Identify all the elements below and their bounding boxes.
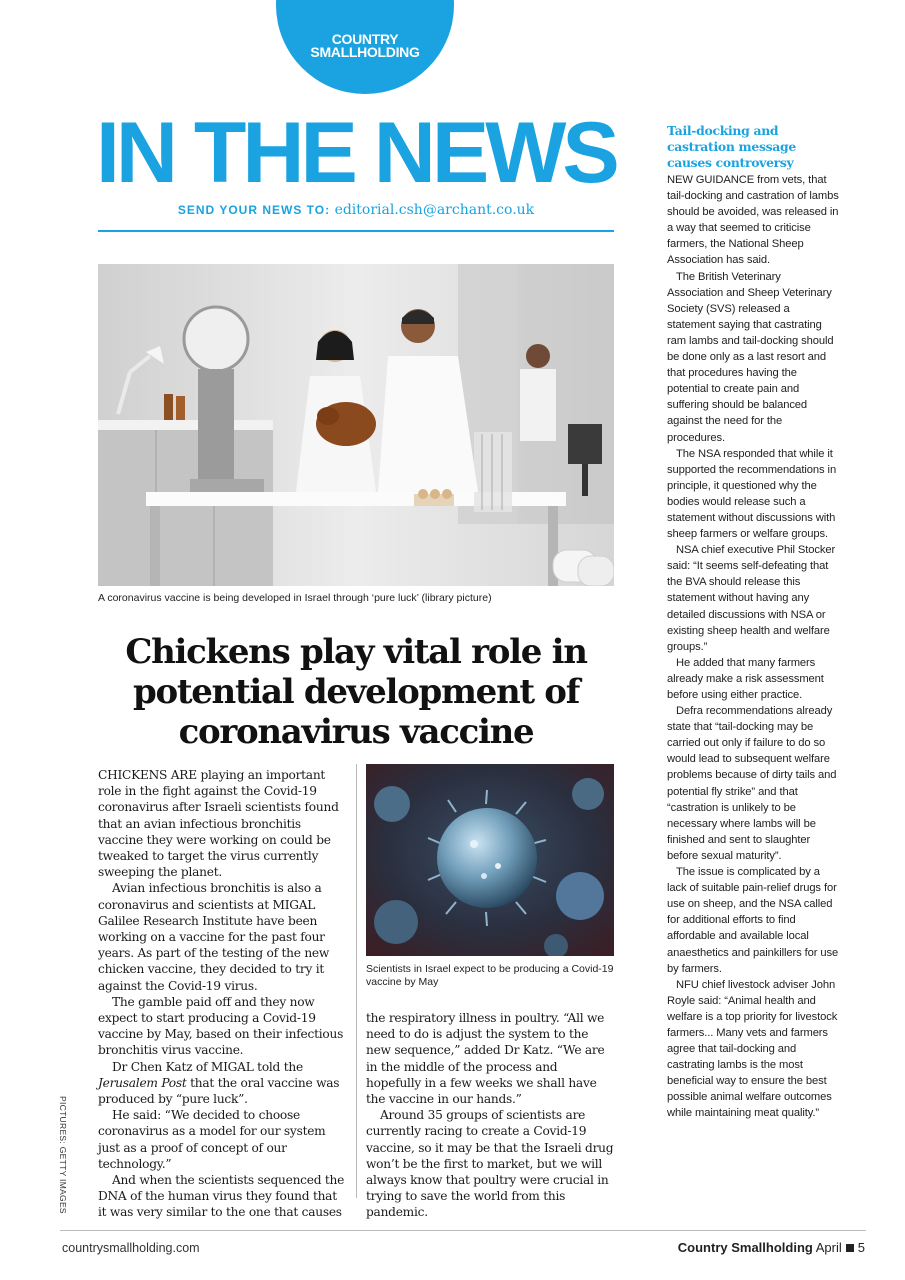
article-paragraph: He said: “We decided to choose coronavirus as a model for our system just as a proof of concept of our technology.”	[98, 1108, 326, 1171]
column-divider	[356, 764, 357, 1198]
article-text: Dr Chen Katz of MIGAL told the	[112, 1059, 303, 1074]
lab-photo	[98, 264, 614, 586]
photo-caption: A coronavirus vaccine is being developed in Israel through ‘pure luck’ (library picture)	[98, 592, 492, 604]
sidebar-paragraph: NFU chief livestock adviser John Royle said: “Animal health and welfare is a top priority for livestock farmers... Many vets and farmers agree that tail-docking and castrating lambs is the most beneficial way to ensure the best possible animal welfare outcomes while maintaining meat quality.”	[667, 978, 838, 1120]
title-divider	[98, 230, 614, 232]
picture-credit-text: PICTURES: GETTY IMAGES	[58, 1096, 68, 1214]
sidebar-paragraph: NSA chief executive Phil Stocker said: “It seems self-defeating that the BVA should release this statement without having any detailed discussions with NSA or existing sheep health and welfare groups.”	[667, 544, 836, 653]
sidebar-paragraph: Defra recommendations already state that “tail-docking may be carried out only if failure to do so would lead to subsequent welfare problems because of dirty tails and potential fly strike” and that “castration is unlikely to be necessary where lambs will be finished and sent to slaughter before sexual maturity”.	[667, 705, 837, 862]
article-text: that the oral vaccine was produced by “pure luck”.	[98, 1075, 340, 1107]
article-paragraph: Avian infectious bronchitis is also a coronavirus and scientists at MIGAL Galilee Research Institute have been working on a vaccine for the past four years. As part of the testing of the new chicken vaccine, they decided to try it against the Covid-19 virus.	[98, 881, 330, 993]
section-title: IN THE NEWS	[96, 105, 616, 201]
sidebar-story	[667, 172, 839, 1122]
square-bullet-icon	[846, 1244, 854, 1252]
article-paragraph: And when the scientists sequenced the DNA of the human virus they found that it was very similar to the one that causes	[98, 1173, 345, 1220]
sidebar-paragraph: The issue is complicated by a lack of suitable pain-relief drugs for use on sheep, and the NSA called for additional efforts to find affordable and available local anaesthetics and painkillers for use by farmers.	[667, 866, 839, 975]
publication-name: Jerusalem Post	[98, 1075, 187, 1090]
article-headline: Chickens play vital role in potential development of coronavirus vaccine	[125, 632, 587, 752]
article-paragraph: The gamble paid off and they now expect to start producing a Covid-19 vaccine by May, based on their infectious bronchitis virus vaccine.	[98, 994, 344, 1058]
sidebar-headline: Tail-docking and castration message causes controversy	[667, 123, 796, 170]
footer-month: April	[815, 1240, 842, 1255]
picture-credit	[58, 1096, 80, 1214]
footer-divider	[60, 1230, 866, 1231]
page-number: 5	[857, 1240, 865, 1255]
sidebar-paragraph: NEW GUIDANCE from vets, that tail-docking and castration of lambs should be avoided, was released in a way that seemed to criticise farmers, the National Sheep Association has said.	[667, 174, 839, 267]
brand-badge	[276, 0, 454, 94]
sidebar-paragraph: The NSA responded that while it supported the recommendations in principle, it questioned why the bodies would release such a statement without discussions with sheep farmers or welfare groups.	[667, 447, 837, 541]
brand-logo-text	[276, 33, 454, 59]
sidebar-paragraph: He added that many farmers already make a risk assessment before using either practice.	[667, 656, 824, 701]
article-paragraph	[98, 1059, 346, 1108]
brand-line1: COUNTRY	[331, 31, 399, 47]
footer-magazine-name: Country Smallholding	[677, 1240, 813, 1255]
virus-photo	[366, 764, 614, 956]
send-news-line	[98, 202, 614, 218]
article-column-middle	[366, 1010, 614, 1221]
send-news-label: SEND YOUR NEWS TO:	[177, 203, 331, 217]
photo-caption-2: Scientists in Israel expect to be producing a Covid-19 vaccine by May	[366, 963, 614, 988]
brand-line2: SMALLHOLDING	[310, 44, 420, 60]
article-paragraph: Around 35 groups of scientists are currently racing to create a Covid-19 vaccine, so it may be that the Israeli drug won’t be the first to market, but we will always know that poultry were crucial in trying to save the world from this pandemic.	[366, 1108, 614, 1220]
footer-folio	[678, 1240, 865, 1255]
article-paragraph: CHICKENS ARE playing an important role in the fight against the Covid-19 coronavirus after Israeli scientists found that an avian infectious bronchitis vaccine they were working on could be tweaked to target the virus currently sweeping the planet.	[98, 768, 339, 880]
send-news-email[interactable]: editorial.csh@archant.co.uk	[334, 202, 535, 218]
article-column-left	[98, 767, 346, 1221]
article-paragraph: the respiratory illness in poultry. “All we need to do is adjust the system to the new sequence,” added Dr Katz. “We are in the middle of the process and hopefully in a few weeks we shall have the vaccine in our hands.”	[366, 1011, 605, 1107]
footer-website[interactable]: countrysmallholding.com	[62, 1241, 200, 1255]
sidebar-paragraph: The British Veterinary Association and Sheep Veterinary Society (SVS) released a statement saying that castrating ram lambs and tail-docking should be done only as a last resort and that procedures having the potential to create pain and suffering should be balanced against the need for the procedures.	[667, 270, 834, 444]
